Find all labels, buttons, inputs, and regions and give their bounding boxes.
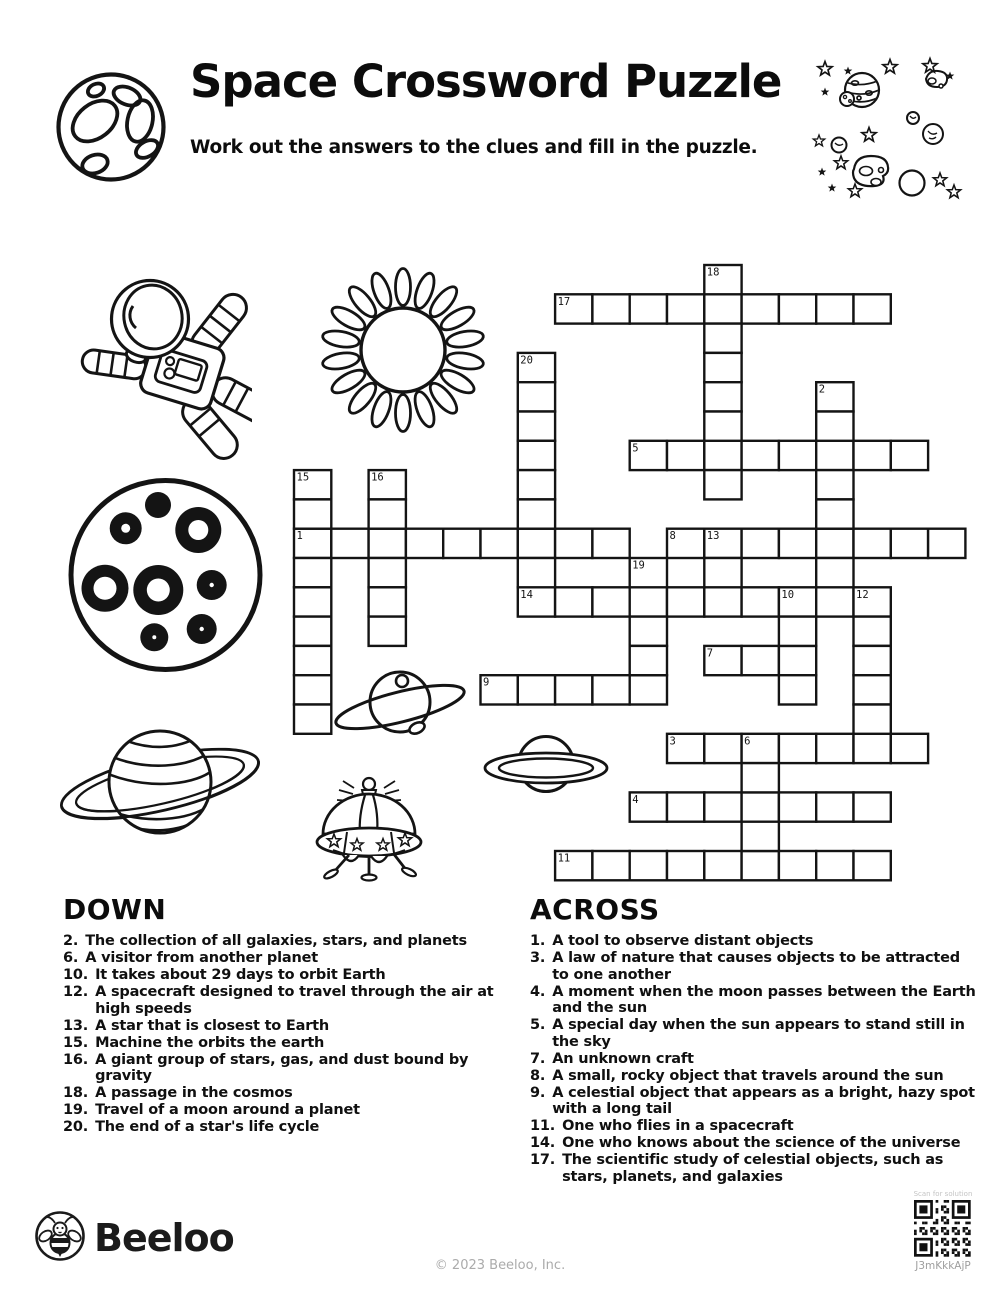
- crossword-cell[interactable]: [891, 441, 928, 470]
- cell-number: 17: [557, 295, 571, 308]
- crossword-cell[interactable]: [369, 617, 406, 646]
- crossword-cell[interactable]: [891, 529, 928, 558]
- clue-text: A small, rocky object that travels around the sun: [552, 1067, 944, 1084]
- clue-number: 13.: [63, 1017, 89, 1034]
- crossword-cell[interactable]: [779, 441, 816, 470]
- crossword-cell[interactable]: [592, 587, 629, 616]
- crossword-cell[interactable]: [742, 792, 779, 821]
- crossword-cell[interactable]: [294, 617, 331, 646]
- crossword-cell[interactable]: [704, 382, 741, 411]
- cell-number: 5: [632, 442, 639, 455]
- qr-label: Scan for solution: [913, 1190, 973, 1198]
- crossword-cell[interactable]: [555, 529, 592, 558]
- clue-item: [63, 1085, 515, 1102]
- crossword-cell[interactable]: [816, 734, 853, 763]
- cell-number: 3: [669, 735, 676, 748]
- clue-number: 19.: [63, 1102, 89, 1118]
- clue-item: [63, 933, 515, 950]
- crossword-cell[interactable]: [294, 587, 331, 616]
- moon-illustration: [50, 56, 172, 198]
- clue-number: 9.: [530, 1084, 546, 1101]
- clue-number: 7.: [530, 1050, 546, 1067]
- saturn-flat-illustration: [482, 730, 610, 800]
- crossword-cell[interactable]: [592, 529, 629, 558]
- crossword-cell[interactable]: [518, 382, 555, 411]
- clue-text: A special day when the sun appears to stand still in the sky: [552, 1017, 965, 1050]
- crossword-cell[interactable]: [854, 441, 891, 470]
- clue-text: A star that is closest to Earth: [95, 1017, 330, 1034]
- crossword-cell[interactable]: [854, 529, 891, 558]
- crossword-cell[interactable]: [369, 529, 406, 558]
- clue-text: A giant group of stars, gas, and dust bound by gravity: [95, 1051, 469, 1084]
- jupiter-icon: [840, 73, 883, 107]
- crossword-cell[interactable]: [630, 675, 667, 704]
- clue-text: One who knows about the science of the universe: [562, 1135, 961, 1151]
- crossword-cell[interactable]: [854, 617, 891, 646]
- crossword-cell[interactable]: [704, 412, 741, 441]
- crossword-cell[interactable]: [518, 412, 555, 441]
- cell-number: 13: [706, 530, 720, 543]
- clue-number: 18.: [63, 1085, 89, 1101]
- crossword-cell[interactable]: [742, 529, 779, 558]
- clue-item: [530, 1085, 978, 1118]
- page-subtitle: Work out the answers to the clues and fill in the puzzle.: [190, 137, 758, 158]
- clue-text: A passage in the cosmos: [95, 1085, 293, 1101]
- crossword-cell[interactable]: [518, 675, 555, 704]
- crossword-cell[interactable]: [331, 529, 368, 558]
- crossword-cell[interactable]: [369, 499, 406, 528]
- crossword-cell[interactable]: [592, 294, 629, 323]
- clue-number: 2.: [63, 933, 79, 949]
- crossword-cell[interactable]: [779, 646, 816, 675]
- planet-circle-icon: [900, 171, 925, 196]
- crossword-cell[interactable]: [742, 763, 779, 792]
- crossword-cell[interactable]: [518, 441, 555, 470]
- crossword-cell[interactable]: [667, 792, 704, 821]
- cell-number: 1: [296, 530, 303, 543]
- ufo-illustration: [303, 770, 443, 882]
- crossword-cell[interactable]: [667, 294, 704, 323]
- crossword-cell[interactable]: [555, 675, 592, 704]
- clue-item: [530, 984, 978, 1017]
- crossword-cell[interactable]: [630, 294, 667, 323]
- crossword-cell[interactable]: [854, 705, 891, 734]
- crossword-cell[interactable]: [592, 851, 629, 880]
- cell-number: 19: [632, 559, 645, 572]
- clue-item: [530, 1051, 978, 1068]
- crossword-cell[interactable]: [854, 675, 891, 704]
- crossword-cell[interactable]: [779, 851, 816, 880]
- crossword-cell[interactable]: [779, 294, 816, 323]
- bee-logo-icon: [34, 1210, 86, 1262]
- crossword-cell[interactable]: [816, 587, 853, 616]
- clue-text: A moment when the moon passes between the Earth and the sun: [552, 983, 976, 1016]
- clue-item: [63, 967, 515, 984]
- crossword-cell[interactable]: [779, 675, 816, 704]
- crossword-cell[interactable]: [854, 851, 891, 880]
- crossword-cell[interactable]: [630, 646, 667, 675]
- crossword-cell[interactable]: [816, 792, 853, 821]
- space-doodles: [808, 53, 1000, 205]
- crossword-cell[interactable]: [742, 851, 779, 880]
- crossword-cell[interactable]: [704, 353, 741, 382]
- crossword-cell[interactable]: [406, 529, 443, 558]
- clue-item: [530, 1017, 978, 1050]
- clue-text: A spacecraft designed to travel through the air at high speeds: [95, 984, 494, 1017]
- crossword-cell[interactable]: [742, 294, 779, 323]
- down-heading: DOWN: [63, 893, 167, 926]
- clue-text: A tool to observe distant objects: [552, 933, 814, 949]
- cell-number: 14: [520, 588, 533, 601]
- crossword-cell[interactable]: [816, 412, 853, 441]
- clue-number: 12.: [63, 984, 89, 1000]
- clue-item: [63, 950, 515, 967]
- crossword-cell[interactable]: [667, 441, 704, 470]
- clue-number: 11.: [530, 1118, 556, 1134]
- crossword-cell[interactable]: [592, 675, 629, 704]
- cell-number: 16: [371, 471, 384, 484]
- crossword-cell[interactable]: [704, 792, 741, 821]
- crossword-cell[interactable]: [704, 441, 741, 470]
- crossword-cell[interactable]: [854, 294, 891, 323]
- clue-text: The collection of all galaxies, stars, and planets: [85, 933, 467, 949]
- cell-number: 11: [557, 852, 571, 865]
- clue-item: [530, 1152, 978, 1185]
- crossword-cell[interactable]: [294, 705, 331, 734]
- clue-number: 3.: [530, 950, 546, 966]
- across-clues-section: [530, 893, 978, 1186]
- cell-number: 4: [632, 793, 639, 806]
- copyright-text: © 2023 Beeloo, Inc.: [434, 1258, 566, 1273]
- crossword-cell[interactable]: [816, 470, 853, 499]
- clue-text: Machine the orbits the earth: [95, 1034, 325, 1051]
- crossword-cell[interactable]: [704, 558, 741, 587]
- crossword-cell[interactable]: [816, 558, 853, 587]
- crossword-cell[interactable]: [294, 646, 331, 675]
- cell-number: 18: [706, 266, 720, 279]
- clue-item: [63, 1119, 515, 1136]
- clue-item: [530, 1068, 978, 1085]
- crossword-cell[interactable]: [630, 617, 667, 646]
- saturn-illustration: [332, 660, 484, 748]
- clue-number: 6.: [63, 950, 79, 966]
- crossword-cell[interactable]: [779, 529, 816, 558]
- antenna-ball: [363, 778, 375, 790]
- cell-number: 20: [520, 354, 533, 367]
- clue-number: 16.: [63, 1051, 89, 1068]
- down-clue-list: [63, 933, 515, 1136]
- crossword-cell[interactable]: [294, 675, 331, 704]
- clue-number: 10.: [63, 967, 89, 983]
- cell-number: 8: [669, 530, 676, 543]
- crossword-cell[interactable]: [816, 529, 853, 558]
- crossword-cell[interactable]: [294, 499, 331, 528]
- clue-item: [63, 984, 515, 1017]
- crossword-cell[interactable]: [704, 734, 741, 763]
- crossword-cell[interactable]: [779, 734, 816, 763]
- crossword-cell[interactable]: [518, 529, 555, 558]
- page-title: Space Crossword Puzzle: [190, 55, 782, 108]
- brand-wordmark: Beeloo: [94, 1216, 234, 1260]
- clue-number: 17.: [530, 1152, 556, 1168]
- clue-text: A visitor from another planet: [85, 950, 318, 966]
- crossword-cell[interactable]: [779, 792, 816, 821]
- clue-number: 15.: [63, 1034, 89, 1051]
- cell-number: 6: [744, 735, 751, 748]
- clue-number: 20.: [63, 1119, 89, 1135]
- crossword-cell[interactable]: [816, 441, 853, 470]
- across-clue-list: [530, 933, 978, 1185]
- crossword-cell[interactable]: [555, 587, 592, 616]
- clue-number: 8.: [530, 1067, 546, 1084]
- cell-number: 10: [781, 588, 795, 601]
- crossword-cell[interactable]: [369, 558, 406, 587]
- clue-text: Travel of a moon around a planet: [95, 1102, 360, 1118]
- clue-text: It takes about 29 days to orbit Earth: [95, 967, 386, 983]
- crossword-cell[interactable]: [667, 587, 704, 616]
- clue-number: 14.: [530, 1135, 556, 1151]
- crossword-cell[interactable]: [742, 441, 779, 470]
- clue-text: The end of a star's life cycle: [95, 1119, 320, 1135]
- clue-number: 4.: [530, 983, 546, 1000]
- clue-number: 1.: [530, 933, 546, 949]
- clue-item: [63, 1052, 515, 1085]
- clue-text: A law of nature that causes objects to be attracted to one another: [552, 950, 960, 983]
- crossword-cell[interactable]: [518, 499, 555, 528]
- crossword-cell[interactable]: [704, 587, 741, 616]
- clue-text: An unknown craft: [552, 1050, 694, 1067]
- crossword-cell[interactable]: [518, 558, 555, 587]
- astronaut-illustration: [80, 260, 252, 460]
- crossword-cell[interactable]: [742, 646, 779, 675]
- clue-item: [530, 933, 978, 950]
- clue-item: [63, 1035, 515, 1052]
- crossword-cell[interactable]: [704, 851, 741, 880]
- crossword-cell[interactable]: [854, 646, 891, 675]
- crossword-cell[interactable]: [816, 851, 853, 880]
- crossword-cell[interactable]: [704, 324, 741, 353]
- crossword-cell[interactable]: [294, 558, 331, 587]
- clue-item: [530, 1135, 978, 1152]
- crossword-cell[interactable]: [704, 294, 741, 323]
- crossword-cell[interactable]: [742, 822, 779, 851]
- crossword-cell[interactable]: [816, 294, 853, 323]
- cell-number: 2: [818, 383, 826, 396]
- crossword-cell[interactable]: [816, 499, 853, 528]
- ringed-planet-illustration: [56, 726, 266, 838]
- crossword-cell[interactable]: [443, 529, 480, 558]
- cell-number: 7: [706, 647, 714, 660]
- clue-text: A celestial object that appears as a bright, hazy spot with a long tail: [552, 1084, 975, 1117]
- down-clues-section: [63, 893, 515, 1136]
- crossword-cell[interactable]: [854, 734, 891, 763]
- clue-text: One who flies in a spacecraft: [562, 1118, 794, 1134]
- crossword-cell[interactable]: [779, 617, 816, 646]
- clue-item: [530, 950, 978, 983]
- cratered-moon-illustration: [66, 476, 266, 676]
- cell-number: 12: [856, 588, 869, 601]
- crossword-cell[interactable]: [369, 587, 406, 616]
- crossword-cell[interactable]: [854, 792, 891, 821]
- clue-number: 5.: [530, 1017, 546, 1033]
- crossword-cell[interactable]: [704, 470, 741, 499]
- cell-number: 15: [296, 471, 310, 484]
- clue-item: [63, 1018, 515, 1035]
- crossword-cell[interactable]: [891, 734, 928, 763]
- crossword-cell[interactable]: [667, 851, 704, 880]
- cell-number: 9: [483, 676, 490, 689]
- qr-code-id: J3mKkkAjP: [915, 1260, 971, 1272]
- across-heading: ACROSS: [530, 893, 660, 926]
- clue-text: The scientific study of celestial objects, such as stars, planets, and galaxies: [562, 1152, 944, 1185]
- qr-code: [914, 1200, 971, 1257]
- crossword-cell[interactable]: [518, 470, 555, 499]
- crossword-cell[interactable]: [928, 529, 965, 558]
- clue-item: [63, 1102, 515, 1119]
- crossword-cell[interactable]: [481, 529, 518, 558]
- crossword-cell[interactable]: [630, 851, 667, 880]
- crossword-cell[interactable]: [742, 587, 779, 616]
- clue-item: [530, 1118, 978, 1135]
- crossword-cell[interactable]: [630, 587, 667, 616]
